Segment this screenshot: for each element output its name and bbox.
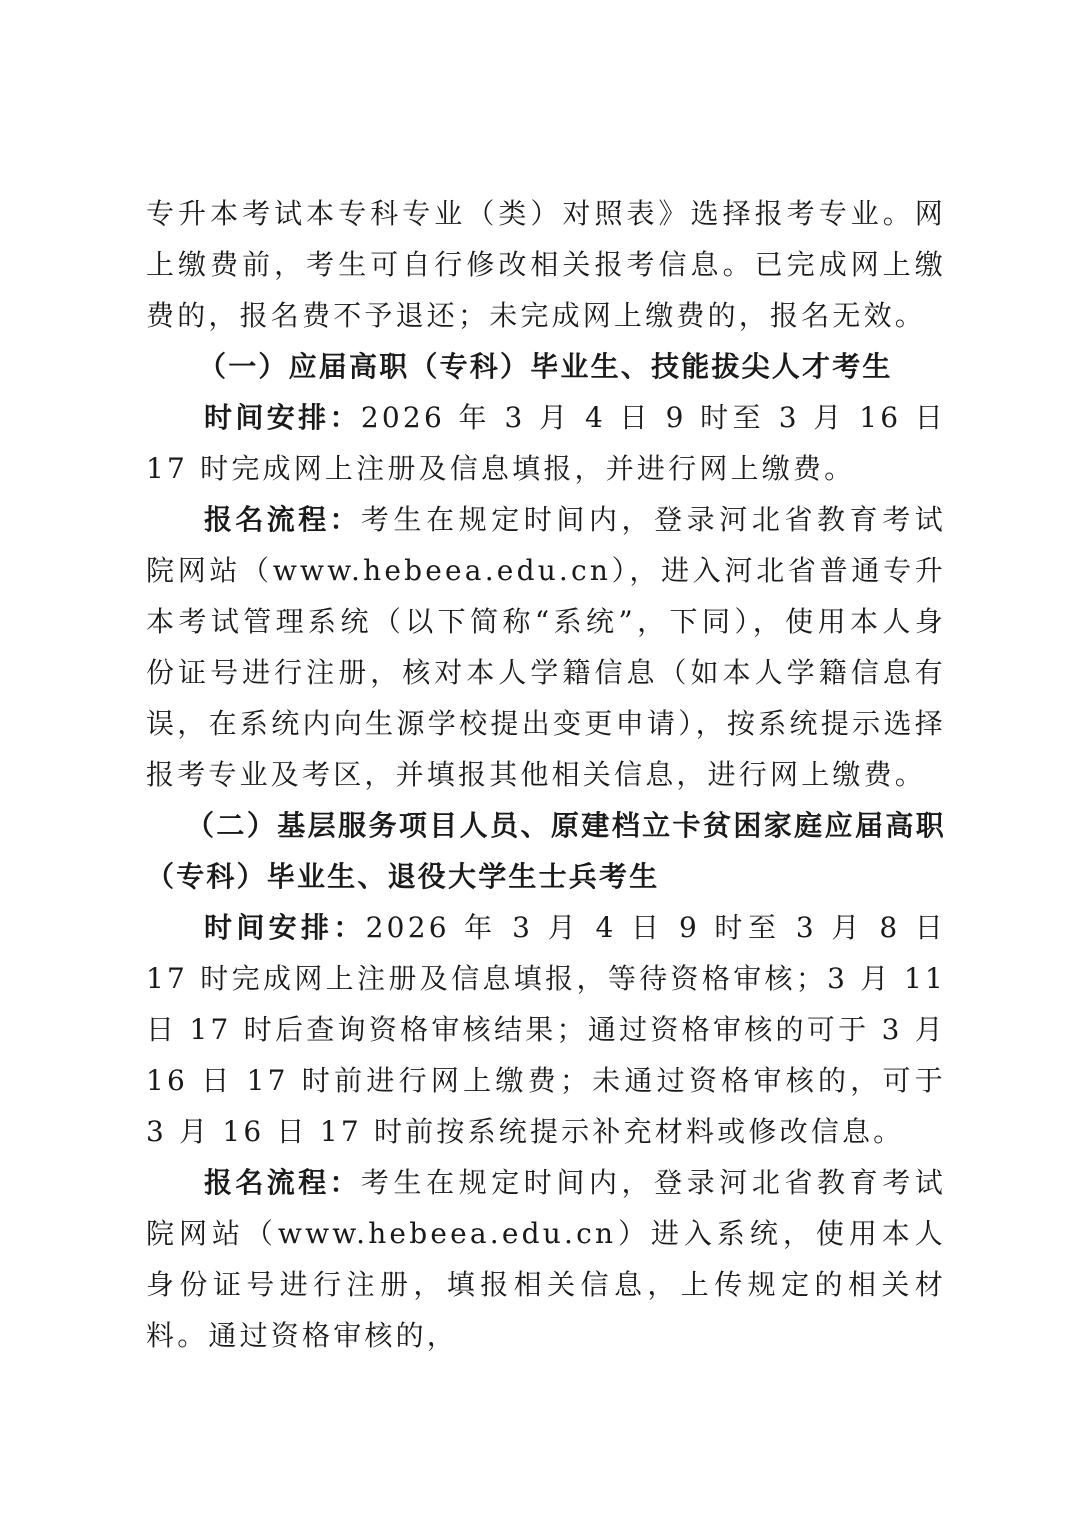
continuation-paragraph: [146, 188, 946, 341]
section-one-process-label: 报名流程：: [204, 503, 361, 536]
document-body: [146, 188, 946, 1361]
section-one-schedule: [146, 392, 946, 494]
section-one-heading: [146, 341, 946, 392]
section-one-process: [146, 494, 946, 800]
section-two-process: [146, 1157, 946, 1361]
section-two-heading-text: （二）基层服务项目人员、原建档立卡贫困家庭应届高职（专科）毕业生、退役大学生士兵考生: [146, 809, 946, 893]
section-one-schedule-label: 时间安排：: [204, 401, 361, 434]
section-one-process-text: 考生在规定时间内，登录河北省教育考试院网站（www.hebeea.edu.cn），进入河北省普通专升本考试管理系统（以下简称“系统”，下同），使用本人身份证号进行注册，核对本人学籍信息（如本人学籍信息有误，在系统内向生源学校提出变更申请），按系统提示选择报考专业及考区，并填报其他相关信息，进行网上缴费。: [146, 503, 946, 791]
section-one-heading-text: （一）应届高职（专科）毕业生、技能拔尖人才考生: [198, 350, 893, 383]
continuation-text: 专升本考试本专科专业（类）对照表》选择报考专业。网上缴费前，考生可自行修改相关报考信息。已完成网上缴费的，报名费不予退还；未完成网上缴费的，报名无效。: [146, 197, 946, 332]
section-two-process-text: 考生在规定时间内，登录河北省教育考试院网站（www.hebeea.edu.cn）进入系统，使用本人身份证号进行注册，填报相关信息，上传规定的相关材料。通过资格审核的，: [146, 1166, 946, 1352]
section-two-schedule-label: 时间安排：: [204, 911, 366, 944]
section-two-process-label: 报名流程：: [204, 1166, 361, 1199]
section-two-heading: [146, 800, 946, 902]
section-two-schedule: [146, 902, 946, 1157]
section-two-schedule-text: 2026 年 3 月 4 日 9 时至 3 月 8 日 17 时完成网上注册及信息填报，等待资格审核；3 月 11 日 17 时后查询资格审核结果；通过资格审核的可于 3 月 16 日 17 时前进行网上缴费；未通过资格审核的，可于 3 月 16 日 17 时前按系统提示补充材料或修改信息。: [146, 911, 946, 1148]
section-one-schedule-text: 2026 年 3 月 4 日 9 时至 3 月 16 日 17 时完成网上注册及信息填报，并进行网上缴费。: [146, 401, 946, 485]
